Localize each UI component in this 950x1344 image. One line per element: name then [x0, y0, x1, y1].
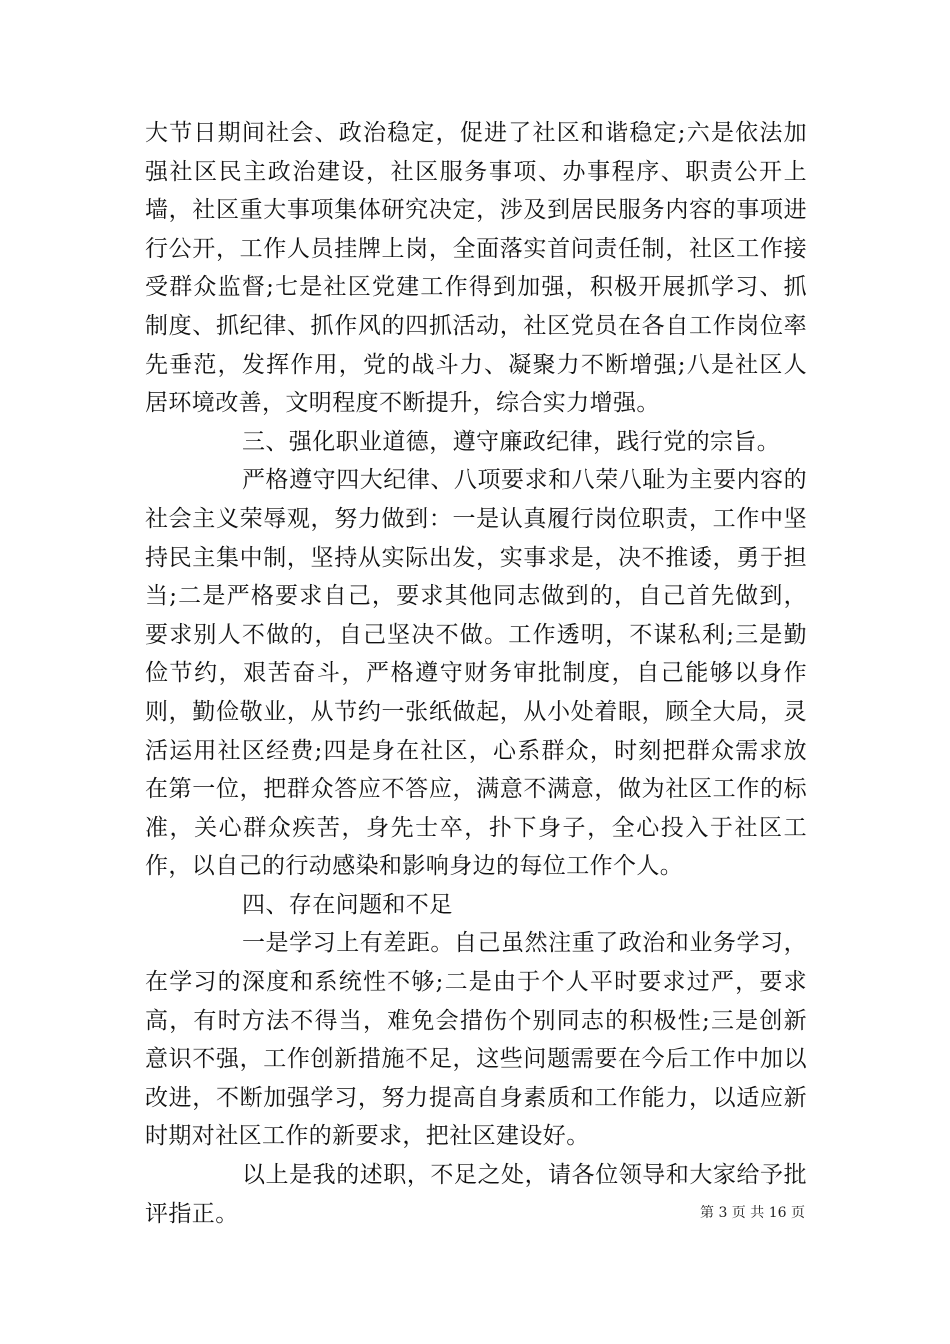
section-heading-3: 三、强化职业道德，遵守廉政纪律，践行党的宗旨。	[242, 428, 781, 455]
paragraph-problems: 一是学习上有差距。自己虽然注重了政治和业务学习，在学习的深度和系统性不够;二是由于个人平时要求过严，要求高，有时方法不得当，难免会措伤个别同志的积极性;三是创新意识不强，工作创新措施不足，这些问题需要在今后工作中加以改进，不断加强学习，努力提高自身素质和工作能力，以适应新时期对社区工作的新要求，把社区建设好。	[145, 930, 807, 1150]
section-heading-4: 四、存在问题和不足	[242, 891, 453, 918]
document-body	[145, 114, 807, 1233]
paragraph-closing: 以上是我的述职，不足之处，请各位领导和大家给予批评指正。	[145, 1162, 807, 1227]
page-number-footer: 第 3 页 共 16 页	[700, 1205, 805, 1221]
paragraph-continuation: 大节日期间社会、政治稳定，促进了社区和谐稳定;六是依法加强社区民主政治建设，社区服务事项、办事程序、职责公开上墙，社区重大事项集体研究决定，涉及到居民服务内容的事项进行公开，工作人员挂牌上岗，全面落实首问责任制，社区工作接受群众监督;七是社区党建工作得到加强，积极开展抓学习、抓制度、抓纪律、抓作风的四抓活动，社区党员在各自工作岗位率先垂范，发挥作用，党的战斗力、凝聚力不断增强;八是社区人居环境改善，文明程度不断提升，综合实力增强。	[145, 120, 807, 417]
paragraph-ethics: 严格遵守四大纪律、八项要求和八荣八耻为主要内容的社会主义荣辱观，努力做到：一是认真履行岗位职责，工作中坚持民主集中制，坚持从实际出发，实事求是，决不推诿，勇于担当;二是严格要求自己，要求其他同志做到的，自己首先做到，要求别人不做的，自己坚决不做。工作透明，不谋私利;三是勤俭节约，艰苦奋斗，严格遵守财务审批制度，自己能够以身作则，勤俭敬业，从节约一张纸做起，从小处着眼，顾全大局，灵活运用社区经费;四是身在社区，心系群众，时刻把群众需求放在第一位，把群众答应不答应，满意不满意，做为社区工作的标准，关心群众疾苦，身先士卒，扑下身子，全心投入于社区工作，以自己的行动感染和影响身边的每位工作个人。	[145, 467, 807, 880]
